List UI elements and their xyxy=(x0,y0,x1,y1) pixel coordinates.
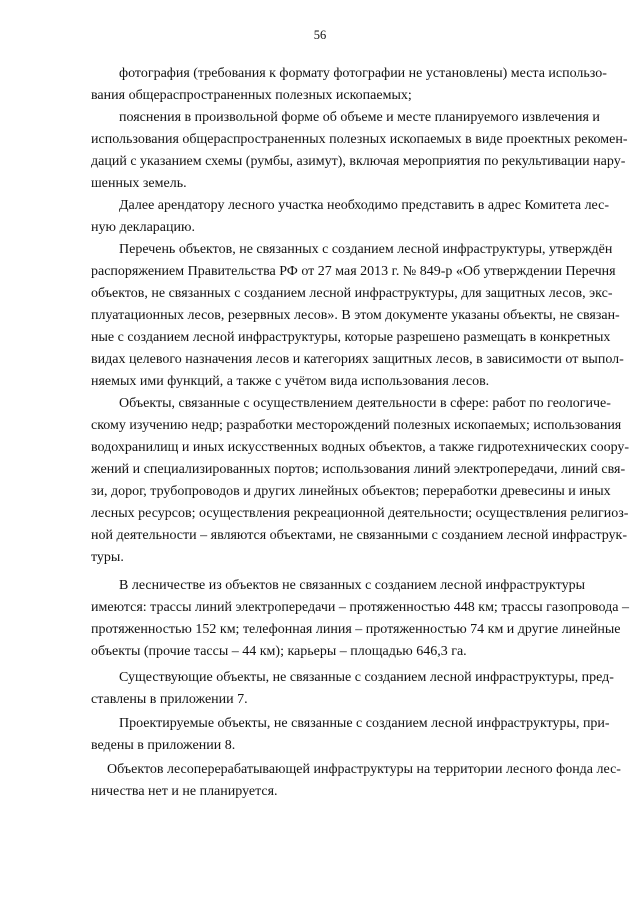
text-line: туры. xyxy=(91,550,124,565)
page-number: 56 xyxy=(313,28,327,42)
text-line: распоряжением Правительства РФ от 27 мая 2013 г. № 849-р «Об утверждении Перечня xyxy=(91,264,616,279)
text-line: ведены в приложении 8. xyxy=(91,738,236,753)
text-line: протяженностью 152 км; телефонная линия – протяженностью 74 км и другие линейные xyxy=(91,622,621,637)
text-line: жений и специализированных портов; использования линий электропередачи, линий свя- xyxy=(91,462,626,477)
text-line: вания общераспространенных полезных ископаемых; xyxy=(91,88,412,103)
text-line: лесных ресурсов; осуществления рекреационной деятельности; осуществления религиоз- xyxy=(91,506,629,521)
text-line: В лесничестве из объектов не связанных с созданием лесной инфраструктуры xyxy=(119,578,585,593)
text-line: няемых ими функций, а также с учётом вида использования лесов. xyxy=(91,374,490,389)
text-line: объектов, не связанных с созданием лесной инфраструктуры, для защитных лесов, экс- xyxy=(91,286,613,301)
text-line: Объекты, связанные с осуществлением деятельности в сфере: работ по геологиче- xyxy=(119,396,611,411)
text-line: имеются: трассы линий электропередачи – протяженностью 448 км; трассы газопровода – xyxy=(91,600,629,615)
text-line: водохранилищ и иных искусственных водных объектов, а также гидротехнических соору- xyxy=(91,440,630,455)
text-line: зи, дорог, трубопроводов и других линейных объектов; переработки древесины и иных xyxy=(91,484,611,499)
text-line: даций с указанием схемы (румбы, азимут), включая мероприятия по рекультивации нару- xyxy=(91,154,626,169)
text-line: Проектируемые объекты, не связанные с созданием лесной инфраструктуры, при- xyxy=(119,716,610,731)
text-line: фотография (требования к формату фотографии не установлены) места использо- xyxy=(119,66,607,81)
text-line: ной деятельности – являются объектами, не связанными с созданием лесной инфраструк- xyxy=(91,528,628,543)
text-line: ную декларацию. xyxy=(91,220,195,235)
text-line: скому изучению недр; разработки месторождений полезных ископаемых; использования xyxy=(91,418,622,433)
text-line: шенных земель. xyxy=(91,176,187,191)
text-line: пояснения в произвольной форме об объеме и месте планируемого извлечения и xyxy=(119,110,600,125)
text-line: плуатационных лесов, резервных лесов». В этом документе указаны объекты, не связан- xyxy=(91,308,620,323)
text-line: ставлены в приложении 7. xyxy=(91,692,248,707)
text-line: использования общераспространенных полезных ископаемых в виде проектных рекомен- xyxy=(91,132,628,147)
text-line: объекты (прочие тассы – 44 км); карьеры – площадью 646,3 га. xyxy=(91,644,467,659)
text-line: Перечень объектов, не связанных с созданием лесной инфраструктуры, утверждён xyxy=(119,242,613,257)
text-line: Объектов лесоперерабатывающей инфраструктуры на территории лесного фонда лес- xyxy=(107,762,621,777)
text-line: ные с созданием лесной инфраструктуры, которые разрешено размещать в конкретных xyxy=(91,330,611,345)
text-line: ничества нет и не планируется. xyxy=(91,784,278,799)
text-line: Далее арендатору лесного участка необходимо представить в адрес Комитета лес- xyxy=(119,198,609,213)
text-line: видах целевого назначения лесов и категориях защитных лесов, в зависимости от выпол- xyxy=(91,352,624,367)
text-line: Существующие объекты, не связанные с созданием лесной инфраструктуры, пред- xyxy=(119,670,614,685)
